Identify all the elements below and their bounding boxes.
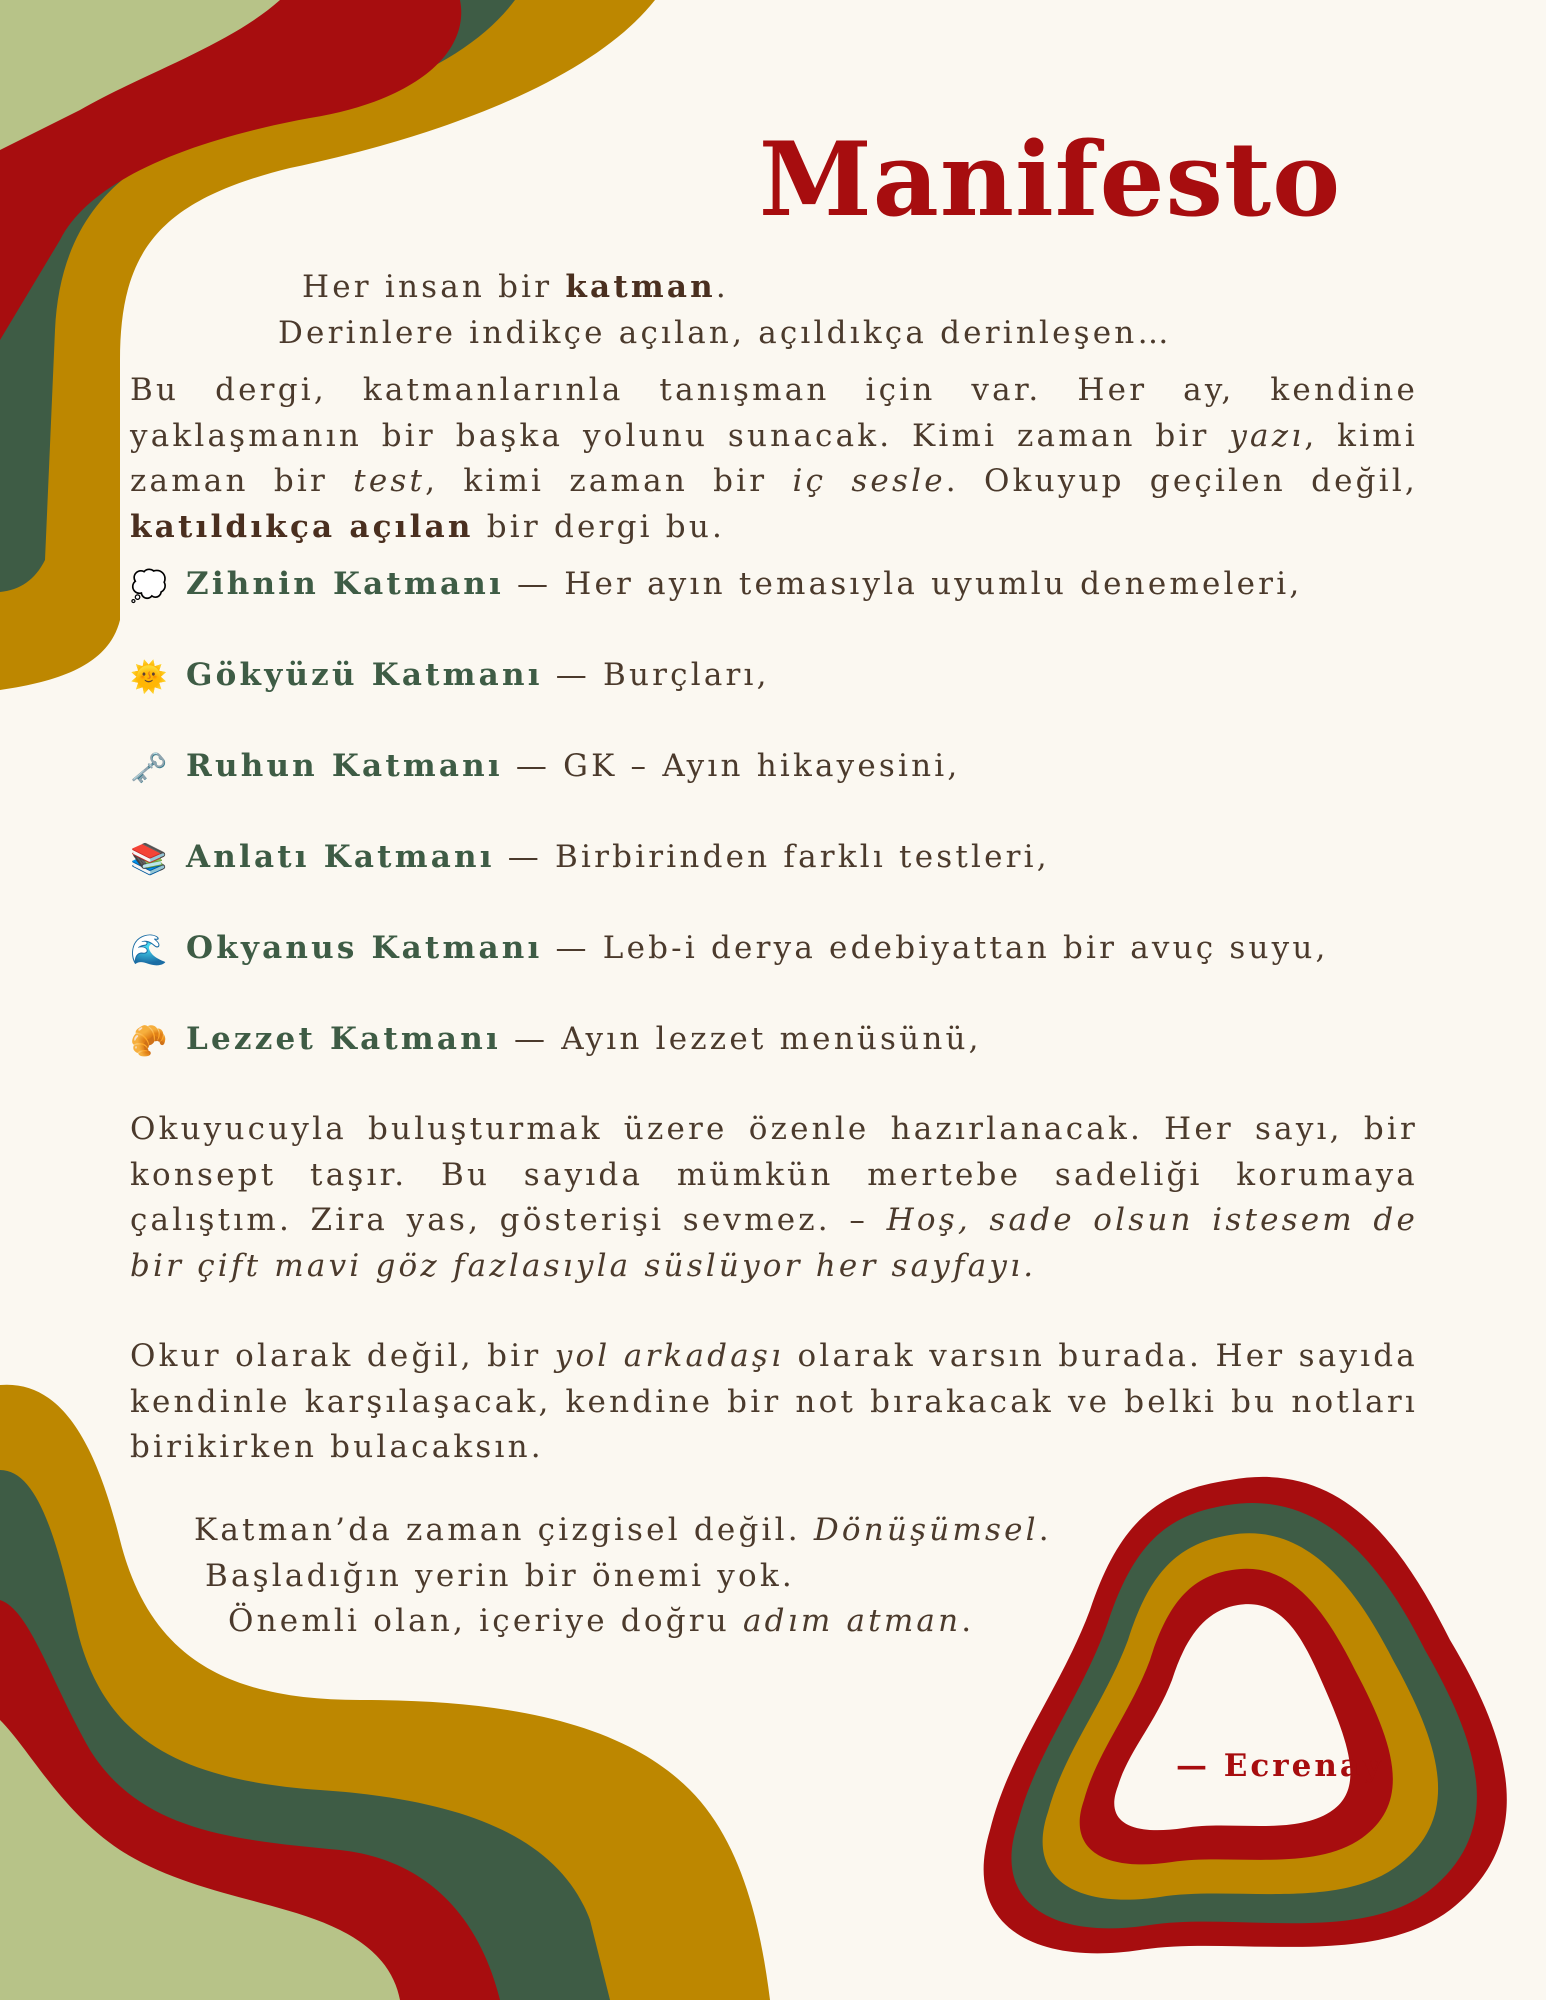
thought-bubble-icon: 💭 — [130, 569, 171, 604]
intro-line-1: Her insan bir katman. — [302, 269, 729, 305]
old-key-icon: 🗝️ — [130, 751, 171, 786]
layer-item-ruhun: 🗝️ Ruhun Katmanı — GK – Ayın hikayesini, — [130, 744, 960, 791]
closing-line-1: Katman’da zaman çizgisel değil. Dönüşümsel. — [194, 1512, 1052, 1548]
wave-icon: 🌊 — [130, 933, 171, 968]
layer-item-zihnin: 💭 Zihnin Katmanı — Her ayın temasıyla uyumlu denemeleri, — [130, 562, 1302, 609]
author-signature: — Ecrenay — [1176, 1748, 1384, 1784]
about-bold-phrase: katıldıkça açılan — [130, 508, 474, 545]
layer-item-gokyuzu: 🌞 Gökyüzü Katmanı — Burçları, — [130, 653, 770, 700]
about-paragraph: Bu dergi, katmanlarınla tanışman için var. Her ay, kendine yaklaşmanın bir başka yolunu sunacak. Kimi zaman bir yazı, kimi zaman bir test, kimi zaman bir iç sesle. Okuyup geçilen değil, katıldıkça açılan bir dergi bu. — [130, 372, 1418, 545]
page-title: Manifesto — [758, 120, 1342, 240]
reader-paragraph: Okuyucuyla buluşturmak üzere özenle hazırlanacak. Her sayı, bir konsept taşır. Bu sayıda mümkün mertebe sadeliği korumaya çalıştım. Zira yas, gösterişi sevmez. – Hoş, sade olsun istesem de bir çift mavi göz fazlasıyla süslüyor her sayfayı. — [130, 1111, 1419, 1284]
layer-item-anlati: 📚 Anlatı Katmanı — Birbirinden farklı testleri, — [130, 835, 1050, 882]
closing-line-3: Önemli olan, içeriye doğru adım atman. — [228, 1603, 975, 1639]
sun-face-icon: 🌞 — [130, 660, 171, 695]
closing-line-2: Başladığın yerin bir önemi yok. — [205, 1558, 795, 1594]
companion-paragraph: Okur olarak değil, bir yol arkadaşı olarak varsın burada. Her sayıda kendinle karşılaşacak, kendine bir not bırakacak ve belki bu notları birikirken bulacaksın. — [130, 1338, 1418, 1465]
books-icon: 📚 — [130, 842, 171, 877]
intro-bold-word: katman — [565, 269, 716, 305]
layer-item-lezzet: 🥐 Lezzet Katmanı — Ayın lezzet menüsünü, — [130, 1017, 982, 1064]
intro-line-2: Derinlere indikçe açılan, açıldıkça derinleşen… — [278, 315, 1172, 351]
croissant-icon: 🥐 — [130, 1024, 171, 1059]
layer-item-okyanus: 🌊 Okyanus Katmanı — Leb-i derya edebiyattan bir avuç suyu, — [130, 926, 1329, 973]
